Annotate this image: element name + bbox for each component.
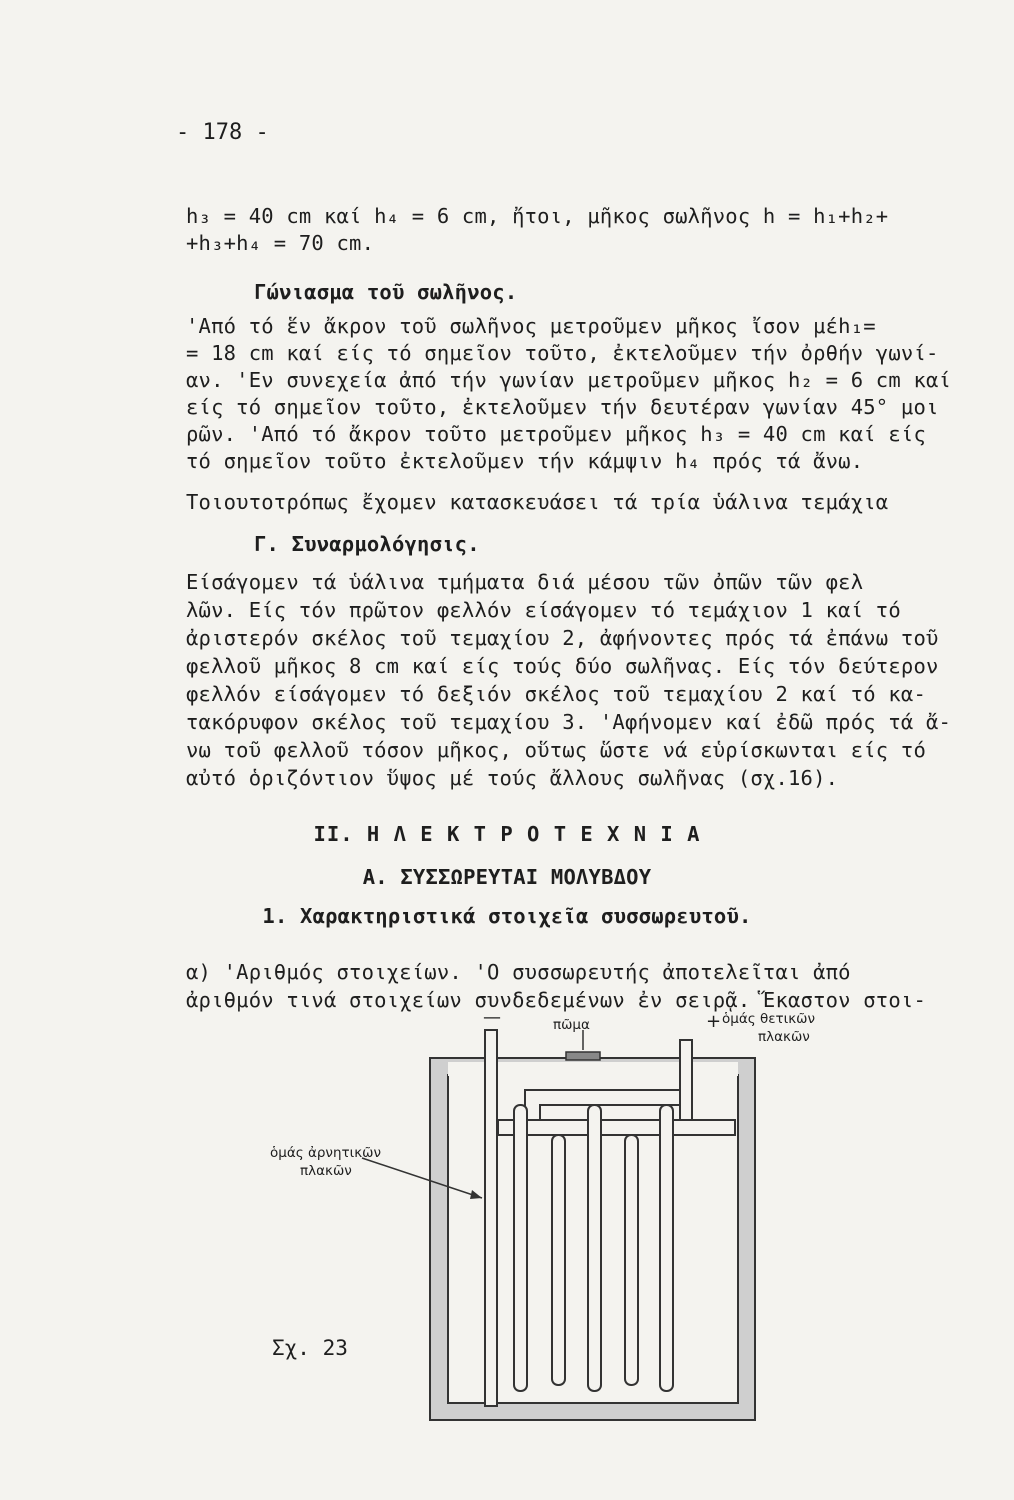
page-number: - 178 - [176, 120, 269, 145]
negative-plates-label-1: ὁμάς ἀρνητικῶν [270, 1145, 382, 1161]
text-line: ἀριστερόν σκέλος τοῦ τεμαχίου 2, ἀφήνοντες πρός τά ἐπάνω τοῦ [186, 626, 939, 650]
arrowhead [470, 1190, 482, 1199]
positive-strap [525, 1090, 680, 1120]
negative-label-arrow [362, 1158, 482, 1198]
text-line: λῶν. Είς τόν πρῶτον φελλόν είσάγομεν τό τεμάχιον 1 καί τό [186, 598, 901, 622]
plus-label: + [706, 1011, 722, 1032]
text-line: α) 'Αριθμός στοιχείων. 'Ο συσσωρευτής ἀποτελεῖται ἀπό [186, 960, 851, 984]
vent-cap [566, 1052, 600, 1060]
text-line: 'Από τό ἕν ἄκρον τοῦ σωλῆνος μετροῦμεν μῆκος ἴσον μέh₁= [186, 314, 876, 338]
text-line: Τοιουτοτρόπως ἔχομεν κατασκευάσει τά τρία ὑάλινα τεμάχια [186, 490, 889, 514]
figure-caption: Σχ. 23 [272, 1336, 348, 1360]
negative-plates-label-2: πλακῶν [300, 1163, 352, 1179]
text-line: φελλόν είσάγομεν τό δεξιόν σκέλος τοῦ τεμαχίου 2 καί τό κα- [186, 682, 926, 706]
positive-terminal [680, 1040, 692, 1130]
minus-label: — [483, 1007, 501, 1028]
text-line: νω τοῦ φελλοῦ τόσον μῆκος, οὕτως ὥστε νά εὑρίσκωνται είς τό [186, 738, 926, 762]
text-line: ρῶν. 'Από τό ἄκρον τοῦτο μετροῦμεν μῆκος h₃ = 40 cm καί είς [186, 422, 926, 446]
positive-plates-label-2: πλακῶν [758, 1029, 810, 1045]
heading-bending: Γώνιασμα τοῦ σωλῆνος. [254, 280, 518, 304]
subsection-title: 1. Χαρακτηριστικά στοιχεῖα συσσωρευτοῦ. [262, 904, 752, 928]
text-line: αν. 'Εν συνεχεία ἀπό τήν γωνίαν μετροῦμεν μῆκος h₂ = 6 cm καί [186, 368, 952, 392]
text-line: = 18 cm καί είς τό σημεῖον τοῦτο, ἐκτελοῦμεν τήν ὀρθήν γωνί- [186, 341, 939, 365]
text-line: Είσάγομεν τά ὑάλινα τμήματα διά μέσου τῶν ὀπῶν τῶν φελ [186, 570, 864, 594]
positive-plate [588, 1105, 601, 1391]
text-line: τακόρυφον σκέλος τοῦ τεμαχίου 3. 'Αφήνομεν καί ἐδῶ πρός τά ἄ- [186, 710, 952, 734]
text-line: ἀριθμόν τινά στοιχείων συνδεδεμένων ἐν σειρᾷ. Ἕκαστον στοι- [186, 988, 926, 1012]
negative-terminal [485, 1030, 497, 1406]
text-line: είς τό σημεῖον τοῦτο, ἐκτελοῦμεν τήν δευτέραν γωνίαν 45° μοι [186, 395, 939, 419]
positive-plates-label-1: ὁμάς θετικῶν [722, 1011, 816, 1027]
negative-plate [625, 1135, 638, 1385]
text-line: αὐτό ὁριζόντιον ὕψος μέ τούς ἄλλους σωλῆνας (σχ.16). [186, 766, 839, 790]
positive-plate [514, 1105, 527, 1391]
chapter-title: II. Η Λ Ε Κ Τ Ρ Ο Τ Ε Χ Ν Ι Α [313, 822, 701, 846]
text-line: τό σημεῖον τοῦτο ἐκτελοῦμεν τήν κάμψιν h₄ πρός τά ἄνω. [186, 449, 864, 473]
negative-plate [552, 1135, 565, 1385]
text-line: φελλοῦ μῆκος 8 cm καί είς τούς δύο σωλῆνας. Είς τόν δεύτερον [186, 654, 939, 678]
negative-strap [498, 1120, 735, 1135]
positive-plate [660, 1105, 673, 1391]
lid-label: πῶμα [553, 1017, 590, 1033]
text-line: +h₃+h₄ = 70 cm. [186, 231, 375, 255]
text-line: h₃ = 40 cm καί h₄ = 6 cm, ἤτοι, μῆκος σωλῆνος h = h₁+h₂+ [186, 204, 889, 228]
heading-assembly: Γ. Συναρμολόγησις. [254, 532, 480, 556]
section-title: Α. ΣΥΣΣΩΡΕΥΤΑΙ ΜΟΛΥΒΔΟΥ [362, 865, 652, 889]
